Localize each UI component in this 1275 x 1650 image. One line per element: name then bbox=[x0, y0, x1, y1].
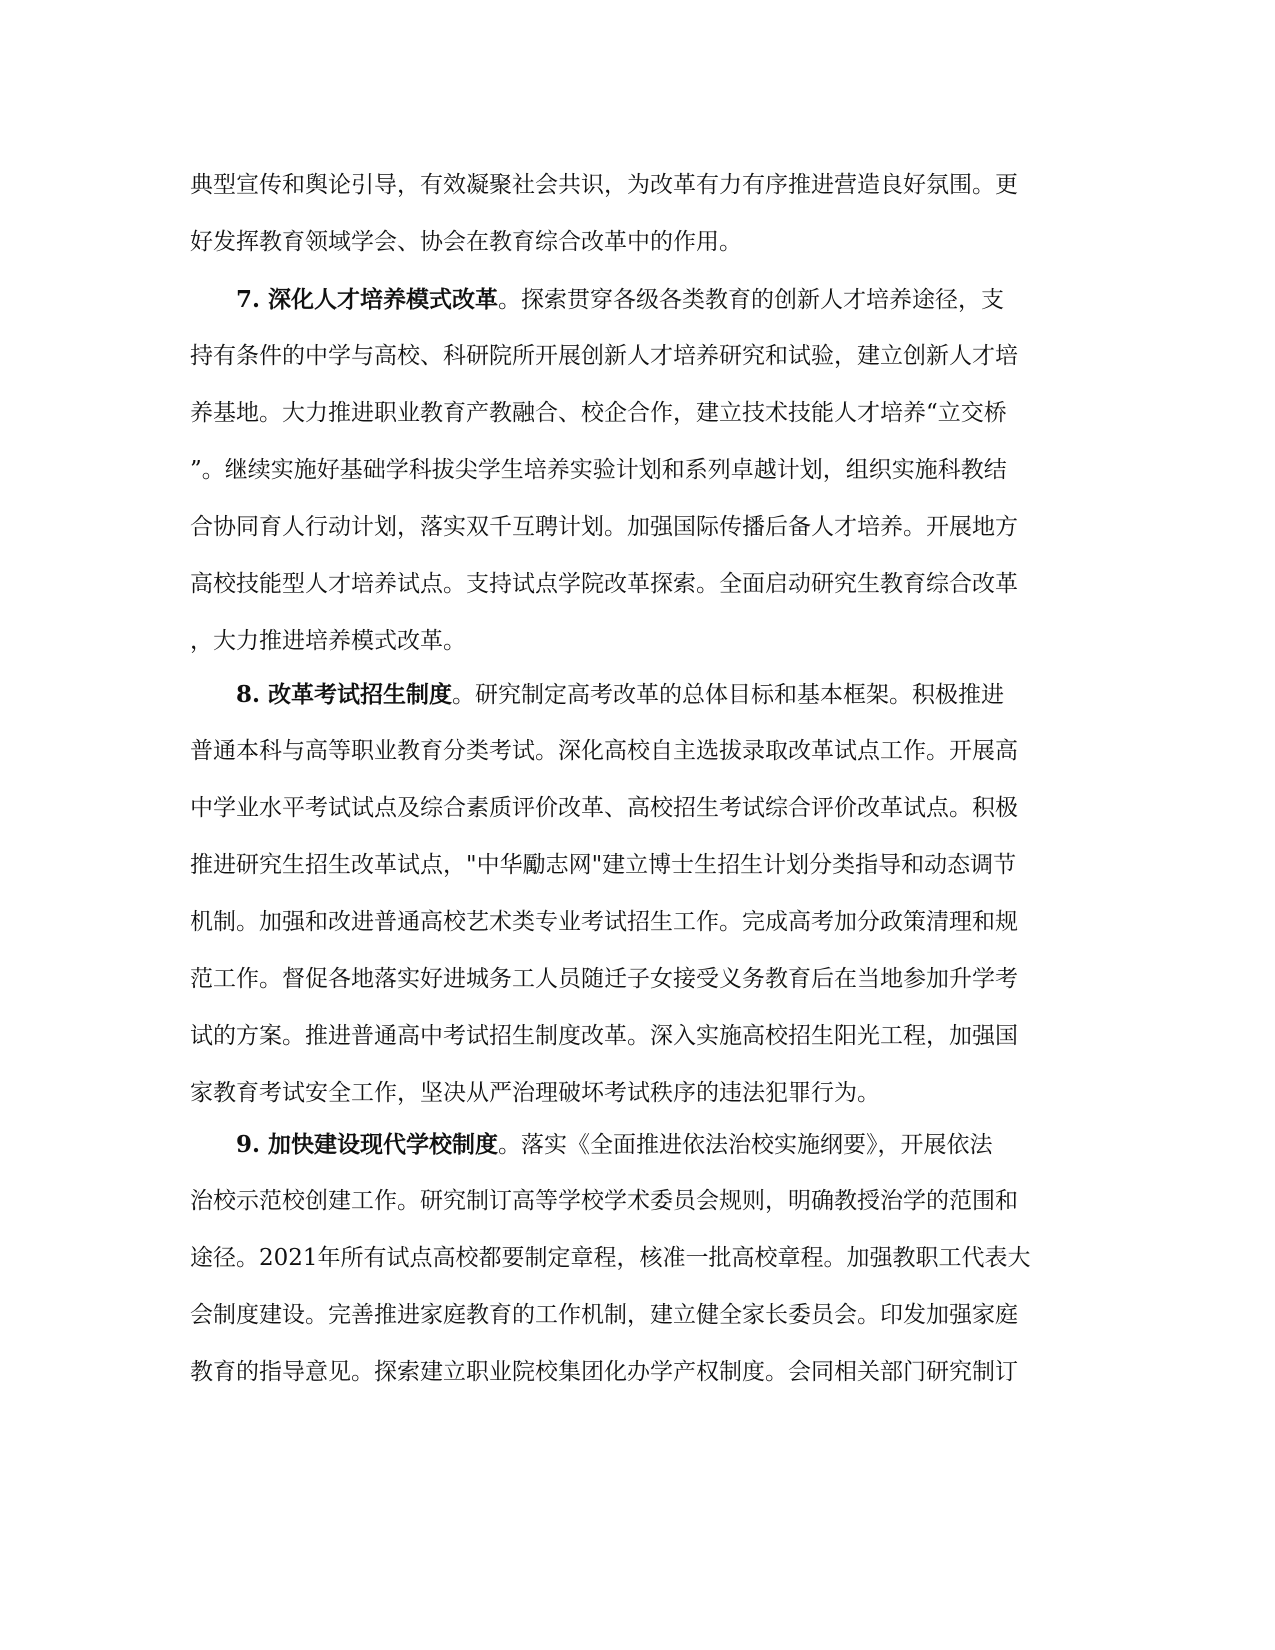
text-line: 持有条件的中学与高校、科研院所开展创新人才培养研究和试验，建立创新人才培 bbox=[190, 343, 1018, 369]
text-line bbox=[190, 271, 1080, 328]
paragraph-item-7 bbox=[190, 271, 1080, 670]
text-line: 养基地。大力推进职业教育产教融合、校企合作，建立技术技能人才培养“立交桥 bbox=[190, 400, 1007, 426]
section-heading: 8. 改革考试招生制度 bbox=[236, 681, 453, 708]
text-line: 范工作。督促各地落实好进城务工人员随迁子女接受义务教育后在当地参加升学考 bbox=[190, 966, 1018, 992]
text-run: 。探索贯穿各级各类教育的创新人才培养途径，支 bbox=[498, 287, 1005, 313]
text-line: 教育的指导意见。探索建立职业院校集团化办学产权制度。会同相关部门研究制订 bbox=[190, 1359, 1018, 1385]
text-line bbox=[190, 666, 1080, 723]
text-run: 。研究制定高考改革的总体目标和基本框架。积极推进 bbox=[452, 682, 1005, 708]
text-line: ，大力推进培养模式改革。 bbox=[190, 628, 466, 654]
text-line: 治校示范校创建工作。研究制订高等学校学术委员会规则，明确教授治学的范围和 bbox=[190, 1188, 1018, 1214]
text-line: 普通本科与高等职业教育分类考试。深化高校自主选拔录取改革试点工作。开展高 bbox=[190, 738, 1018, 764]
text-line: 推进研究生招生改革试点，"中华勵志网"建立博士生招生计划分类指导和动态调节 bbox=[190, 852, 1017, 878]
text-line: 合协同育人行动计划，落实双千互聘计划。加强国际传播后备人才培养。开展地方 bbox=[190, 514, 1018, 540]
paragraph-item-8 bbox=[190, 666, 1080, 1122]
text-line: ”。继续实施好基础学科拔尖学生培养实验计划和系列卓越计划，组织实施科教结 bbox=[190, 457, 1007, 483]
text-line: 高校技能型人才培养试点。支持试点学院改革探索。全面启动研究生教育综合改革 bbox=[190, 571, 1018, 597]
text-line: 途径。2021年所有试点高校都要制定章程，核准一批高校章程。加强教职工代表大 bbox=[190, 1245, 1031, 1271]
text-line: 中学业水平考试试点及综合素质评价改革、高校招生考试综合评价改革试点。积极 bbox=[190, 795, 1018, 821]
paragraph-intro bbox=[190, 157, 1080, 271]
section-heading: 9. 加快建设现代学校制度 bbox=[236, 1131, 499, 1158]
text-line: 会制度建设。完善推进家庭教育的工作机制，建立健全家长委员会。印发加强家庭 bbox=[190, 1302, 1018, 1328]
text-line: 好发挥教育领域学会、协会在教育综合改革中的作用。 bbox=[190, 229, 742, 255]
paragraph-item-9 bbox=[190, 1116, 1080, 1401]
text-run: 。落实《全面推进依法治校实施纲要》，开展依法 bbox=[498, 1132, 993, 1158]
text-line: 典型宣传和舆论引导，有效凝聚社会共识，为改革有力有序推进营造良好氛围。更 bbox=[190, 172, 1018, 198]
section-heading: 7. 深化人才培养模式改革 bbox=[236, 286, 499, 313]
text-line: 家教育考试安全工作，坚决从严治理破坏考试秩序的违法犯罪行为。 bbox=[190, 1080, 880, 1106]
text-line: 试的方案。推进普通高中考试招生制度改革。深入实施高校招生阳光工程，加强国 bbox=[190, 1023, 1018, 1049]
text-line bbox=[190, 1116, 1080, 1173]
text-line: 机制。加强和改进普通高校艺术类专业考试招生工作。完成高考加分政策清理和规 bbox=[190, 909, 1018, 935]
